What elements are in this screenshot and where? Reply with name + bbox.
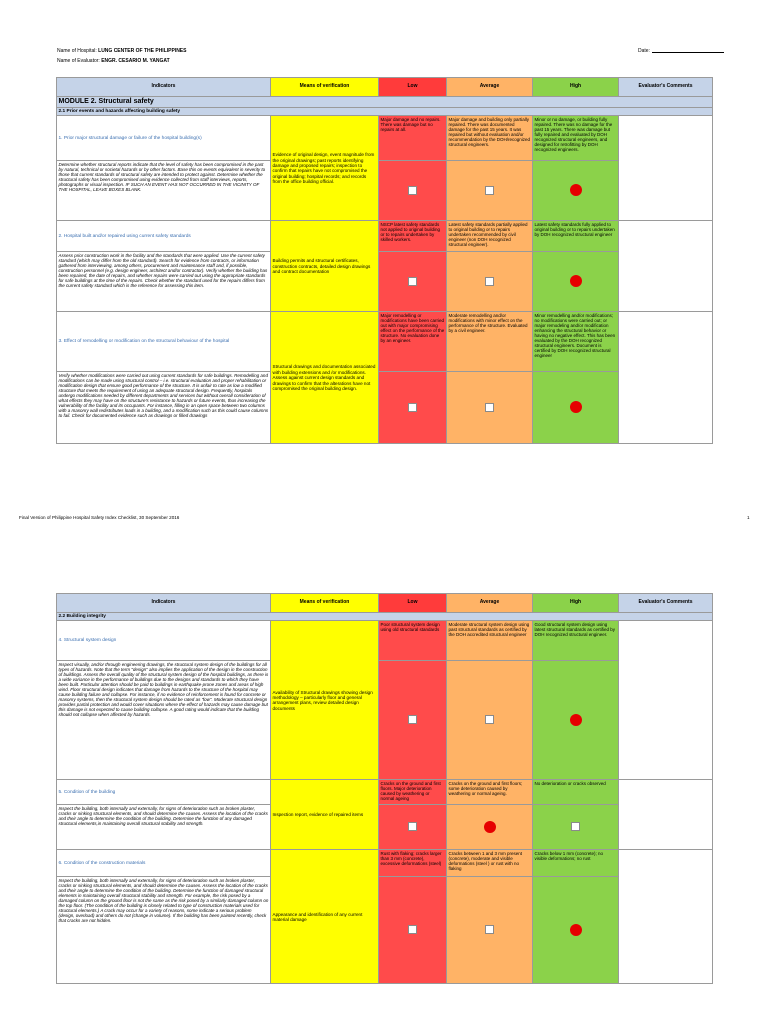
- evaluator-comment-cell[interactable]: [619, 780, 713, 850]
- column-header-row: [57, 78, 713, 97]
- indicator-row: [57, 312, 713, 372]
- evaluator-comment-cell[interactable]: [619, 116, 713, 221]
- rating-checkbox[interactable]: [485, 715, 494, 724]
- section-title: 2.1 Prior events and hazards affecting building safety: [57, 108, 713, 116]
- evaluator-label: Name of Evaluator:: [57, 58, 100, 64]
- indicator-description: Verify whether modifications were carried out using current standards for safe buildings. Remodelling and modifications can be made using structural control – i.e. structural evaluation and proper rehabilitation or modification design that ensure good performance of the structure. It is unfair to rate as low a modified structure that meets the requirement of using an adequate structural design. Frequently, hospitals undergo modifications needed by different departments and services but without overall consideration of what effects they may have on the structure's resistance to hazards or future events, thus increasing the vulnerability of the facility and its occupants. For instance, filling in an open space between two columns with a masonry wall redistributes loads in a building, and a modification such as this could cause columns to fail. Check for documented evidence such as drawings or filled drawings: [57, 372, 271, 444]
- average-description: Moderate remodelling and/or modifications with minor effect on the performance of the structure. Evaluated by a civil engineer.: [447, 312, 533, 372]
- col-means: Means of verification: [271, 594, 379, 613]
- indicator-title: 2. Hospital built and/or repaired using current safety standards: [57, 221, 271, 252]
- col-means: Means of verification: [271, 78, 379, 97]
- indicator-description: Assess prior construction work in the facility and the standards that were applied. Use the current safety standard (which may differ from the old standard). Search for evidence from contracts, or information gathered from interviewing, among others, procurement and maintenance staff and, if possible, construction personnel (e.g. design engineer, architect and/or contractor). Verify whether the building has been repaired, the date of repairs, and whether repairs were carried out using the appropriate standards for safe buildings at the time of the repairs. Check whether the standard used for the repairs differs from the current safety standard which is the reference for assessing this item.: [57, 252, 271, 312]
- selected-rating-dot[interactable]: [570, 714, 582, 726]
- indicator-row: [57, 780, 713, 805]
- col-comments: Evaluator's Comments: [619, 78, 713, 97]
- selected-rating-dot[interactable]: [570, 924, 582, 936]
- average-description: Moderate structural system design using past structural standards as certified by the DOH accredited structural engineer: [447, 621, 533, 661]
- means-of-verification: Appearance and identification of any current material damage: [271, 850, 379, 984]
- average-description: Latest safety standards partially applied to original building or to repairs undertaken recommended by civil engineer (non DOH recognized structural engineer).: [447, 221, 533, 252]
- rating-checkbox[interactable]: [408, 277, 417, 286]
- average-description: Cracks between 1 and 3 mm present (concrete), moderate and visible deformations (steel ) or rust with no flaking: [447, 850, 533, 877]
- evaluator-comment-cell[interactable]: [619, 621, 713, 780]
- rating-checkbox[interactable]: [408, 715, 417, 724]
- indicator-title: 4. Structural system design: [57, 621, 271, 661]
- col-high: High: [533, 78, 619, 97]
- low-description: Major damage and no repairs. There was damage but no repairs at all.: [379, 116, 447, 161]
- col-comments: Evaluator's Comments: [619, 594, 713, 613]
- date-field: [638, 48, 724, 54]
- rating-high-cell[interactable]: [533, 661, 619, 780]
- evaluator-comment-cell[interactable]: [619, 221, 713, 312]
- indicator-title: 1. Prior major structural damage or failure of the hospital building(s): [57, 116, 271, 161]
- high-description: Cracks below 1 mm (concrete); no visible deformations; no rust: [533, 850, 619, 877]
- high-description: Good structural system design using latest structural standards as certified by DOH recognized structural engineer.: [533, 621, 619, 661]
- rating-low-cell[interactable]: [379, 661, 447, 780]
- evaluator-comment-cell[interactable]: [619, 850, 713, 984]
- date-blank[interactable]: [652, 52, 724, 53]
- means-of-verification: Evidence of original design, event magnitude from the original drawings; past reports identifying damage and proposed repairs; inspection to confirm that repairs have not compromised the original building; hospital records; and records from the office building official.: [271, 116, 379, 221]
- means-of-verification: Availability of Structural drawings showing design methodology – particularly floor and general arrangement plans, review detailed design documents: [271, 621, 379, 780]
- rating-checkbox[interactable]: [485, 186, 494, 195]
- selected-rating-dot[interactable]: [570, 401, 582, 413]
- means-of-verification: Structural drawings and documentation associated with building extensions and /or modifications. Assess against current design standards and drawings to confirm that the alterations have not compromised the original building design.: [271, 312, 379, 444]
- rating-high-cell[interactable]: [533, 805, 619, 850]
- indicator-title: 3. Effect of remodelling or modification on the structural behaviour of the hospital: [57, 312, 271, 372]
- low-description: Cracks on the ground and first floors. Major deterioration caused by weathering or normal ageing: [379, 780, 447, 805]
- low-description: Poor structural system design using old structural standards: [379, 621, 447, 661]
- evaluator-name: ENGR. CESARIO M. YANGAT: [101, 58, 170, 64]
- rating-average-cell[interactable]: [447, 661, 533, 780]
- hospital-line: [57, 48, 186, 54]
- column-header-row: [57, 594, 713, 613]
- indicator-rating-row: [57, 805, 713, 850]
- rating-low-cell[interactable]: [379, 161, 447, 221]
- hospital-label: Name of Hospital:: [57, 48, 97, 54]
- module-title: MODULE 2. Structural safety: [57, 97, 713, 108]
- indicator-row: [57, 621, 713, 661]
- indicator-rating-row: [57, 372, 713, 444]
- rating-low-cell[interactable]: [379, 252, 447, 312]
- col-low: Low: [379, 594, 447, 613]
- high-description: Minor remodelling and/or modifications; no modifications were carried out; or major remodeling and/or modification enhancing the structural behavior or having no negative effect. This has been evaluated by the DOH recognized structural engineers. Document is certified by DOH recognized structural engineer: [533, 312, 619, 372]
- rating-checkbox[interactable]: [408, 925, 417, 934]
- indicator-rating-row: [57, 877, 713, 984]
- low-description: Rust with flaking; cracks larger than 3 mm (concrete), excessive deformations (steel): [379, 850, 447, 877]
- high-description: Minor or no damage, or building fully repaired. There was no damage for the past 15 years. There was damage but fully repaired and evaluated by DOH recognized structural engineers, and designed for retrofitting by DOH recognized engineers.: [533, 116, 619, 161]
- col-low: Low: [379, 78, 447, 97]
- rating-average-cell[interactable]: [447, 252, 533, 312]
- high-description: Latest safety standards fully applied to original building or to repairs undertaken by DOH recognized structural engineer: [533, 221, 619, 252]
- rating-high-cell[interactable]: [533, 877, 619, 984]
- selected-rating-dot[interactable]: [484, 821, 496, 833]
- rating-average-cell[interactable]: [447, 161, 533, 221]
- means-of-verification: Inspection report, evidence of repaired items: [271, 780, 379, 850]
- date-label: Date:: [638, 48, 650, 54]
- indicator-description: Inspect the building, both internally and externally, for signs of deterioration such as broken plaster, cracks or sinking structural elements, and should determine the causes. Assess the location of the cracks and their angle to determine the condition of the building. Determine the function of any damaged structural elements,in maintaining overall structural stability and strength.: [57, 805, 271, 850]
- rating-checkbox[interactable]: [408, 822, 417, 831]
- high-description: No deterioration or cracks observed: [533, 780, 619, 805]
- rating-low-cell[interactable]: [379, 877, 447, 984]
- indicator-row: [57, 850, 713, 877]
- average-description: Major damage and building only partially repaired. There was documented damage for the past 15 years. It was repaired but without evaluation and/or recommendation by the DOH/recognized structural engineers.: [447, 116, 533, 161]
- rating-checkbox[interactable]: [485, 277, 494, 286]
- rating-checkbox[interactable]: [485, 925, 494, 934]
- hospital-name: LUNG CENTER OF THE PHILIPPINES: [98, 48, 187, 54]
- indicator-rating-row: [57, 161, 713, 221]
- low-description: NSCP latest safety standards not applied to original building or to repairs undertaken by skilled workers.: [379, 221, 447, 252]
- page-number: 1: [747, 515, 750, 520]
- evaluator-line: [57, 58, 170, 64]
- module-2-table-page-1: [56, 77, 713, 444]
- rating-average-cell[interactable]: [447, 805, 533, 850]
- indicator-description: Inspect visually, and/or through engineering drawings, the structural system design of the buildings for all types of hazards. Note that the term "design" also implies the application of the design in the construction of buildings. Assess the overall quality of the structural system design of the hospital buildings, as there is a wide variance in the performance of buildings due to the designs and standards to which they have been built. Particular attention should be paid to buildings in earthquake-prone zones and areas of high wind. Floor structural design indicates that damage from hazards to the structure of the hospital may cause building failure and collapse. For instance, if no evidence of reinforcement is found for concrete or masonry systems, then the structural system design should be rated as "low". Moderate structural design provides partial protection and would cover situations where the effect of hazards may cause damage but this damage is not expected to cause building collapse. A good rating would indicate that the building should not collapse when affected by hazards.: [57, 661, 271, 780]
- indicator-row: [57, 221, 713, 252]
- selected-rating-dot[interactable]: [570, 275, 582, 287]
- footer-text: Final Version of Philippine Hospital Safety Index Checklist, 30 September 2016: [19, 515, 180, 520]
- average-description: Cracks on the ground and first floors; some deterioration caused by weathering or normal ageing.: [447, 780, 533, 805]
- section-title-row: [57, 108, 713, 116]
- means-of-verification: Building permits and structural certificates, construction contracts, detailed design drawings and contract documentation: [271, 221, 379, 312]
- evaluator-comment-cell[interactable]: [619, 312, 713, 444]
- rating-checkbox[interactable]: [571, 822, 580, 831]
- rating-average-cell[interactable]: [447, 877, 533, 984]
- rating-low-cell[interactable]: [379, 372, 447, 444]
- rating-checkbox[interactable]: [408, 186, 417, 195]
- indicator-description: Determine whether structural reports indicate that the level of safety has been compromised in the past by natural, technical or societal hazards or by other factors. Base this on events equivalent in severity to those that current standards of structural safety are intended to protect against. Determine whether the structural safety has been compromised using evidence collected from staff interviews, reports, photographs or visual inspection. IF SUCH AN EVENT HAS NOT OCCURRED IN THE VICINITY OF THE HOSPITAL, LEAVE BOXES BLANK.: [57, 161, 271, 221]
- rating-high-cell[interactable]: [533, 372, 619, 444]
- rating-average-cell[interactable]: [447, 372, 533, 444]
- rating-low-cell[interactable]: [379, 805, 447, 850]
- module-title-row: [57, 97, 713, 108]
- indicator-title: 5. Condition of the building: [57, 780, 271, 805]
- col-indicators: Indicators: [57, 594, 271, 613]
- indicator-description: Inspect the building, both internally and externally, for signs of deterioration such as broken plaster, cracks or sinking structural elements, and should determine the causes. Assess the location of the cracks and their angle to determine the condition of the building. Determine the function of damaged structural elements in maintaining overall structural stability and strength. For example, the risk posed by a damaged column on the ground floor is not the same as the risk posed by a similarly damaged column on the top floor. (The condition of the building is closely related to type of construction materials used for structural elements.) A crack may occur for a variety of reasons, some indicate a serious problem (design, overload) and others do not (change in volume). If the building has been painted recently, check that cracks are not hidden.: [57, 877, 271, 984]
- col-high: High: [533, 594, 619, 613]
- selected-rating-dot[interactable]: [570, 184, 582, 196]
- module-2-table-page-2: [56, 593, 713, 984]
- rating-checkbox[interactable]: [485, 403, 494, 412]
- indicator-rating-row: [57, 252, 713, 312]
- section-title: 2.2 Building integrity: [57, 613, 713, 621]
- indicator-rating-row: [57, 661, 713, 780]
- section-title-row: [57, 613, 713, 621]
- col-average: Average: [447, 78, 533, 97]
- low-description: Major remodelling or modifications have been carried out with major compromising effect on the performance of the structure. No evaluation done by an engineer.: [379, 312, 447, 372]
- indicator-row: [57, 116, 713, 161]
- indicator-title: 6. Condition of the construction materials: [57, 850, 271, 877]
- rating-high-cell[interactable]: [533, 161, 619, 221]
- col-average: Average: [447, 594, 533, 613]
- col-indicators: Indicators: [57, 78, 271, 97]
- rating-high-cell[interactable]: [533, 252, 619, 312]
- rating-checkbox[interactable]: [408, 403, 417, 412]
